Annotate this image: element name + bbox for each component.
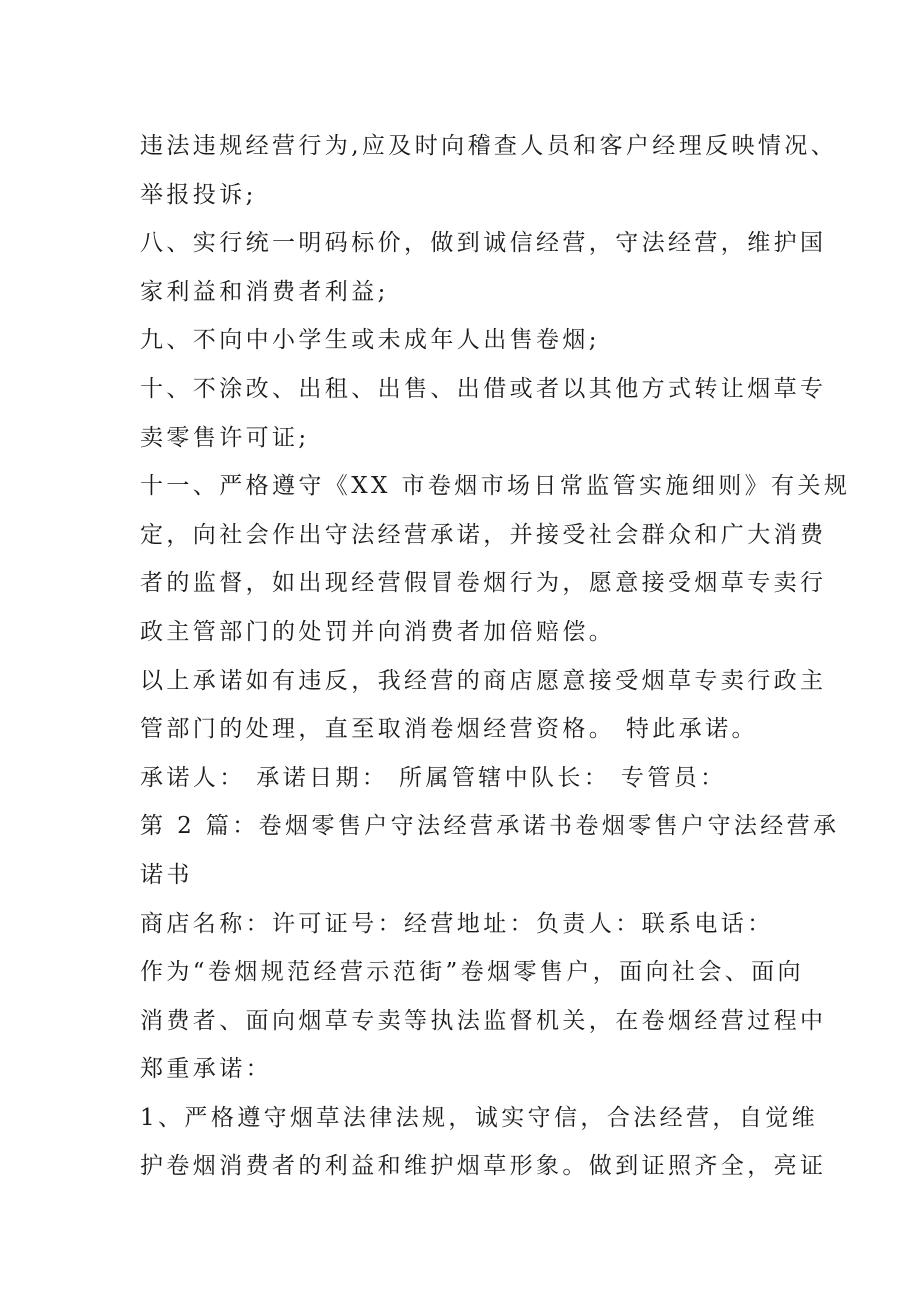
text-line: 定，向社会作出守法经营承诺，并接受社会群众和广大消费	[140, 521, 827, 548]
text-line: 九、不向中小学生或未成年人出售卷烟;	[140, 327, 600, 354]
text-line: 作为“卷烟规范经营示范街”卷烟零售户，面向社会、面向	[140, 959, 804, 986]
text-line: 护卷烟消费者的利益和维护烟草形象。做到证照齐全，亮证	[140, 1153, 827, 1180]
text-line: 举报投诉;	[140, 181, 257, 208]
text-line: 八、实行统一明码标价，做到诚信经营，守法经营，维护国	[140, 230, 827, 257]
text-line: 诺书	[140, 861, 193, 888]
text-line: 家利益和消费者利益;	[140, 278, 389, 305]
text-line: 第 2 篇：卷烟零售户守法经营承诺书卷烟零售户守法经营承	[140, 813, 840, 840]
text-line: 消费者、面向烟草专卖等执法监督机关，在卷烟经营过程中	[140, 1007, 827, 1034]
text-line: 卖零售许可证;	[140, 424, 310, 451]
text-line: 十一、严格遵守《XX 市卷烟市场日常监管实施细则》有关规	[140, 473, 851, 500]
text-line: 违法违规经营行为,应及时向稽查人员和客户经理反映情况、	[140, 133, 838, 159]
text-line: 者的监督，如出现经营假冒卷烟行为，愿意接受烟草专卖行	[140, 570, 827, 597]
text-line: 郑重承诺：	[140, 1056, 272, 1083]
text-line: 以上承诺如有违反，我经营的商店愿意接受烟草专卖行政主	[140, 667, 827, 694]
text-line: 承诺人： 承诺日期： 所属管辖中队长： 专管员：	[140, 764, 727, 791]
document-body	[140, 122, 851, 1191]
text-line: 管部门的处理，直至取消卷烟经营资格。 特此承诺。	[140, 716, 758, 743]
text-line: 十、不涂改、出租、出售、出借或者以其他方式转让烟草专	[140, 375, 827, 402]
text-line: 1、严格遵守烟草法律法规，诚实守信，合法经营，自觉维	[140, 1104, 819, 1131]
text-line: 商店名称：许可证号：经营地址：负责人：联系电话：	[140, 910, 774, 937]
text-line: 政主管部门的处罚并向消费者加倍赔偿。	[140, 618, 616, 645]
